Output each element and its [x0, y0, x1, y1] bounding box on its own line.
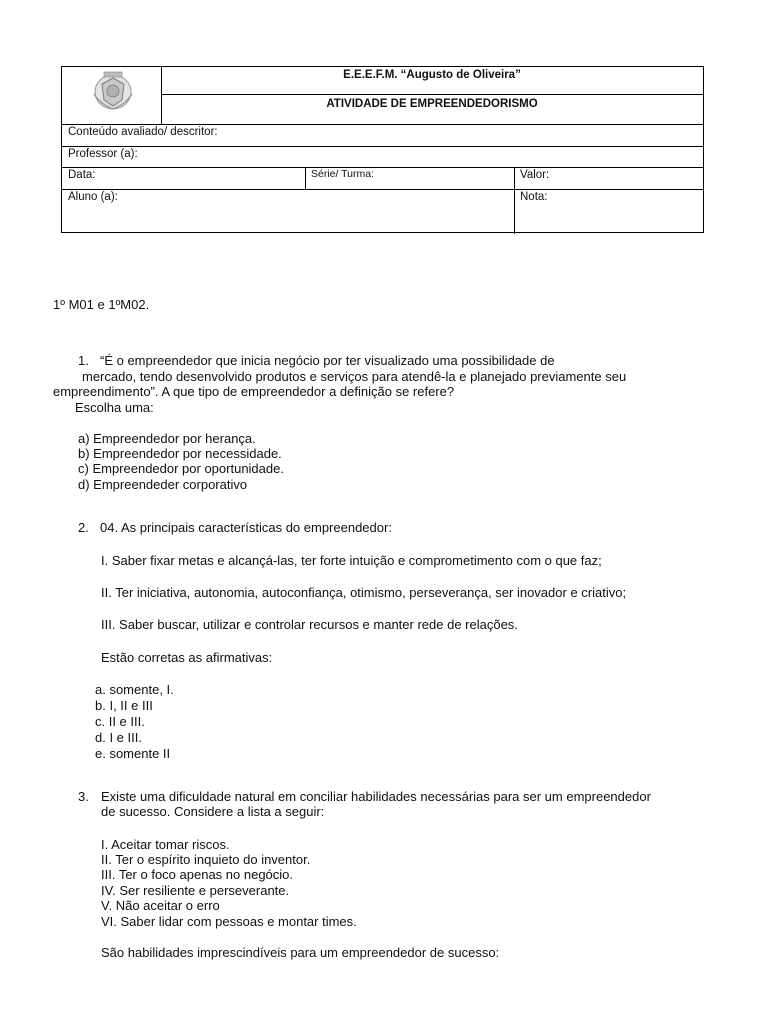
q2-option-a: a. somente, I. — [95, 682, 174, 697]
header-table — [61, 66, 704, 233]
q2-option-e: e. somente II — [95, 746, 171, 761]
field-serie-label: Série/ Turma: — [311, 168, 375, 180]
q3-line2: de sucesso. Considere a lista a seguir: — [101, 804, 325, 819]
field-valor-label: Valor: — [520, 169, 550, 181]
q2-title: 04. As principais características do empreendedor: — [100, 520, 392, 535]
field-nota-label: Nota: — [520, 191, 548, 203]
coat-of-arms-emblem — [90, 70, 136, 114]
q3-item-2: II. Ter o espírito inquieto do inventor. — [101, 852, 311, 867]
q3-item-6: VI. Saber lidar com pessoas e montar times. — [101, 914, 357, 929]
q1-line1: “É o empreendedor que inicia negócio por ter visualizado uma possibilidade de — [100, 353, 555, 368]
q1-option-b: b) Empreendedor por necessidade. — [78, 446, 282, 461]
q3-prompt: São habilidades imprescindíveis para um empreendedor de sucesso: — [101, 945, 500, 960]
q3-item-4: IV. Ser resiliente e perseverante. — [101, 883, 290, 898]
q2-statement-1: I. Saber fixar metas e alcançá-las, ter forte intuição e comprometimento com o que faz; — [101, 553, 602, 568]
q2-prompt: Estão corretas as afirmativas: — [101, 650, 273, 665]
q2-option-b: b. I, II e III — [95, 698, 153, 713]
activity-title: ATIVIDADE DE EMPREENDEDORISMO — [326, 98, 538, 110]
q1-prompt: Escolha uma: — [75, 400, 154, 415]
q2-option-c: c. II e III. — [95, 714, 145, 729]
q3-item-5: V. Não aceitar o erro — [101, 898, 220, 913]
q1-option-c: c) Empreendedor por oportunidade. — [78, 461, 284, 476]
q3-item-3: III. Ter o foco apenas no negócio. — [101, 867, 294, 882]
q3-number: 3. — [78, 789, 89, 804]
q2-statement-2: II. Ter iniciativa, autonomia, autoconfiança, otimismo, perseverança, ser inovador e criativo; — [101, 585, 627, 600]
q2-number: 2. — [78, 520, 89, 535]
field-aluno-label: Aluno (a): — [68, 191, 118, 203]
field-professor-label: Professor (a): — [68, 148, 138, 160]
field-conteudo-label: Conteúdo avaliado/ descritor: — [68, 126, 218, 138]
q1-number: 1. — [78, 353, 89, 368]
q1-option-d: d) Empreendeder corporativo — [78, 477, 248, 492]
q2-option-d: d. I e III. — [95, 730, 142, 745]
classes-line: 1º M01 e 1ºM02. — [53, 297, 150, 312]
field-data-label: Data: — [68, 169, 96, 181]
q3-item-1: I. Aceitar tomar riscos. — [101, 837, 230, 852]
q3-line1: Existe uma dificuldade natural em conciliar habilidades necessárias para ser um empreendedor — [101, 789, 651, 804]
q1-option-a: a) Empreendedor por herança. — [78, 431, 256, 446]
q2-statement-3: III. Saber buscar, utilizar e controlar recursos e manter rede de relações. — [101, 617, 518, 632]
q1-line2: mercado, tendo desenvolvido produtos e serviços para atendê-la e planejado previamente seu — [82, 369, 627, 384]
q1-line3: empreendimento”. A que tipo de empreendedor a definição se refere? — [53, 384, 455, 399]
school-name: E.E.E.F.M. “Augusto de Oliveira” — [343, 69, 521, 81]
